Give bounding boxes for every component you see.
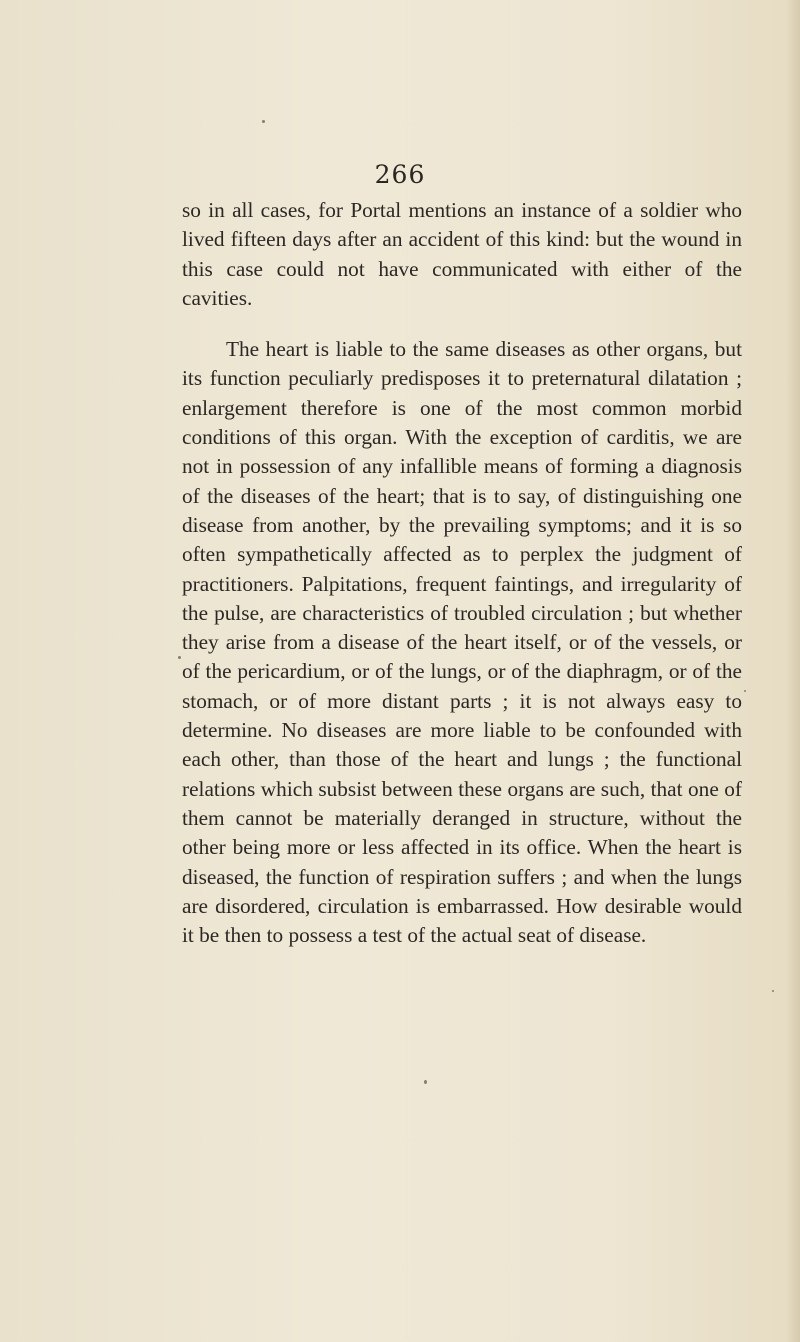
paper-speck bbox=[178, 656, 181, 659]
paragraph-2: The heart is liable to the same diseases as other organs, but its function peculiarly predisposes it to preternatural dilatation ; enlargement therefore is one of the most common morbid conditions of this organ. With the exception of carditis, we are not in possession of any infallible means of forming a diagnosis of the diseases of the heart; that is to say, of distinguishing one disease from another, by the prevailing symptoms; and it is so often sympathetically affected as to perplex the judgment of practitioners. Palpitations, frequent faintings, and irregularity of the pulse, are characteristics of troubled circulation ; but whether they arise from a disease of the heart itself, or of the vessels, or of the pericardium, or of the lungs, or of the diaphragm, or of the stomach, or of more distant parts ; it is not always easy to determine. No diseases are more liable to be confounded with each other, than those of the heart and lungs ; the functional relations which subsist between these organs are such, that one of them cannot be materially deranged in structure, without the other being more or less affected in its office. When the heart is diseased, the function of respiration suffers ; and when the lungs are disordered, circulation is embarrassed. How desirable would it be then to possess a test of the actual seat of disease. bbox=[182, 337, 742, 948]
paper-speck bbox=[772, 990, 774, 992]
body-text bbox=[182, 196, 742, 950]
page-number: 266 bbox=[374, 160, 426, 189]
paper-speck bbox=[424, 1080, 427, 1084]
paragraph-1: so in all cases, for Portal mentions an instance of a soldier who lived fifteen days after an accident of this kind: but the wound in this case could not have communicated with either of the cavities. bbox=[182, 198, 742, 310]
paper-speck bbox=[262, 120, 265, 123]
page-edge-shadow bbox=[786, 0, 800, 1342]
paper-speck bbox=[744, 690, 746, 692]
